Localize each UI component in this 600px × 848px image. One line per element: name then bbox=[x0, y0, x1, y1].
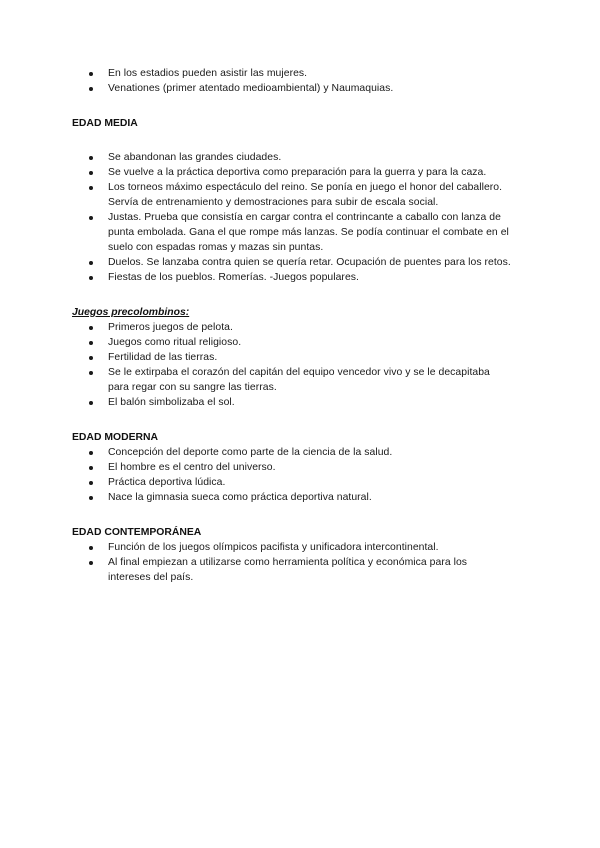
list-item: Fiestas de los pueblos. Romerías. -Juegos populares. bbox=[72, 270, 512, 285]
list-item: El hombre es el centro del universo. bbox=[72, 460, 512, 475]
edad-contemporanea-list bbox=[72, 540, 512, 585]
list-item: Se vuelve a la práctica deportiva como preparación para la guerra y para la caza. bbox=[72, 165, 512, 180]
list-item: Justas. Prueba que consistía en cargar contra el contrincante a caballo con lanza de punta embolada. Gana el que rompe más lanzas. Se podía continuar el combate en el suelo con espadas romas y mazas sin puntas. bbox=[72, 210, 512, 255]
edad-media-list bbox=[72, 150, 512, 285]
list-item: Se le extirpaba el corazón del capitán del equipo vencedor vivo y se le decapitaba para regar con su sangre las tierras. bbox=[72, 365, 512, 395]
section-heading-edad-media: EDAD MEDIA bbox=[72, 118, 138, 129]
section-heading-edad-moderna: EDAD MODERNA bbox=[72, 432, 159, 443]
section-heading-precolombinos: Juegos precolombinos: bbox=[72, 307, 190, 318]
list-item: Al final empiezan a utilizarse como herramienta política y económica para los intereses del país. bbox=[72, 555, 512, 585]
list-item: Venationes (primer atentado medioambiental) y Naumaquias. bbox=[72, 81, 512, 96]
edad-moderna-list bbox=[72, 445, 512, 505]
list-item: En los estadios pueden asistir las mujeres. bbox=[72, 66, 512, 81]
list-item: Duelos. Se lanzaba contra quien se quería retar. Ocupación de puentes para los retos. bbox=[72, 255, 512, 270]
list-item: Primeros juegos de pelota. bbox=[72, 320, 512, 335]
list-item: Los torneos máximo espectáculo del reino. Se ponía en juego el honor del caballero. Servía de entrenamiento y demostraciones para subir de escala social. bbox=[72, 180, 512, 210]
list-item: Se abandonan las grandes ciudades. bbox=[72, 150, 512, 165]
list-item: Nace la gimnasia sueca como práctica deportiva natural. bbox=[72, 490, 512, 505]
list-item: Concepción del deporte como parte de la ciencia de la salud. bbox=[72, 445, 512, 460]
list-item: Fertilidad de las tierras. bbox=[72, 350, 512, 365]
precolombinos-list bbox=[72, 320, 512, 410]
list-item: Función de los juegos olímpicos pacifista y unificadora intercontinental. bbox=[72, 540, 512, 555]
list-item: Juegos como ritual religioso. bbox=[72, 335, 512, 350]
intro-list bbox=[72, 66, 512, 96]
section-heading-edad-contemporanea: EDAD CONTEMPORÁNEA bbox=[72, 527, 202, 538]
list-item: Práctica deportiva lúdica. bbox=[72, 475, 512, 490]
list-item: El balón simbolizaba el sol. bbox=[72, 395, 512, 410]
document-body bbox=[72, 66, 512, 585]
